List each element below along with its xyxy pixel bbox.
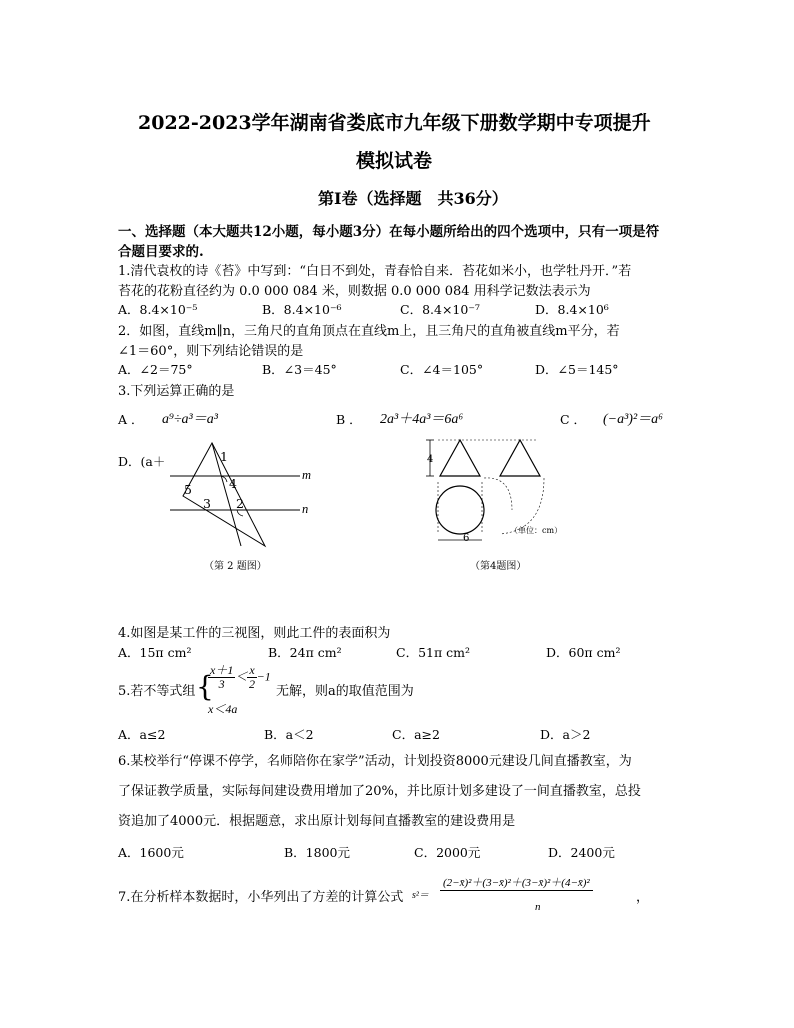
q4-option-d: D．60π cm²: [546, 645, 621, 660]
q4-stem: 4.如图是某工件的三视图，则此工件的表面积为: [118, 626, 391, 641]
figure-4: [420, 436, 590, 546]
fig4-caption: （第4题图）: [470, 561, 527, 572]
q7-stem: 7.在分析样本数据时，小华列出了方差的计算公式: [118, 890, 404, 905]
q3-option-c: (−a³)²＝a⁶: [603, 412, 664, 427]
fig2-label-2: 2: [236, 496, 244, 511]
fig4-height-label: 4: [427, 454, 434, 465]
q7-variance-symbol: s²＝: [412, 890, 429, 901]
fig2-label-3: 3: [203, 496, 211, 511]
fig2-label-1: 1: [220, 449, 228, 464]
fig2-label-n: n: [302, 502, 309, 516]
q3-option-b-label: B ．: [336, 412, 362, 427]
q2-option-d: D．∠5＝145°: [535, 362, 619, 377]
q5-brace: {: [196, 670, 214, 703]
q1-option-d: D．8.4×10⁶: [535, 302, 609, 317]
q3-option-a-label: A ．: [118, 412, 144, 427]
part-heading: 第Ⅰ卷（选择题 共36分）: [318, 189, 508, 208]
q4-option-c: C．51π cm²: [396, 645, 471, 660]
section-heading-line2: 合题目要求的.: [118, 244, 204, 260]
q6-option-d: D．2400元: [548, 845, 615, 860]
q6-option-a: A．1600元: [118, 845, 184, 860]
q1-option-a: A．8.4×10⁻⁵: [118, 302, 198, 317]
fig2-label-5: 5: [184, 482, 192, 497]
q1-stem: 1.清代袁枚的诗《苔》中写到：“白日不到处，青春恰自来．苔花如米小，也学牡丹开．”若: [118, 264, 632, 279]
exam-title: 2022-2023学年湖南省娄底市九年级下册数学期中专项提升: [138, 112, 651, 134]
q5-option-c: C．a≥2: [392, 727, 440, 742]
q2-stem-line2: ∠1＝60°，则下列结论错误的是: [118, 344, 304, 359]
q4-option-a: A．15π cm²: [118, 645, 192, 660]
q3-option-a: a⁹÷a³＝a³: [162, 412, 218, 427]
q4-option-b: B．24π cm²: [268, 645, 342, 660]
top-view-circle: [436, 486, 484, 534]
q6-option-b: B．1800元: [284, 845, 350, 860]
exam-title-line2: 模拟试卷: [356, 150, 433, 172]
q7-tail: ，: [636, 890, 650, 905]
q5-option-a: A．a≤2: [118, 727, 166, 742]
q3-option-c-label: C ．: [560, 412, 587, 427]
side-view-triangle: [500, 440, 540, 476]
q5-option-d: D．a＞2: [540, 727, 591, 742]
q1-stem-line2: 苔花的花粉直径约为 0.0 000 084 米，则数据 0.0 000 084 用科学记数法表示为: [118, 284, 591, 299]
fig2-caption: （第 2 题图）: [204, 561, 267, 572]
q3-stem: 3.下列运算正确的是: [118, 384, 235, 399]
q5-prefix: 5.若不等式组: [118, 684, 196, 699]
q3-option-d: D．(a＋: [118, 454, 166, 469]
fig2-label-4: 4: [229, 476, 237, 491]
fig4-unit: （单位：cm）: [510, 526, 563, 535]
q2-option-b: B．∠3＝45°: [262, 362, 337, 377]
q5-inequality-2: x＜4a: [208, 702, 238, 716]
q1-option-c: C．8.4×10⁻⁷: [400, 302, 480, 317]
q6-stem: 6.某校举行“停课不停学，名师陪你在家学”活动，计划投资8000元建设几间直播教室，为: [118, 754, 632, 769]
fig4-width-label: 6: [463, 533, 470, 544]
q6-stem-line3: 资追加了4000元．根据题意，求出原计划每间直播教室的建设费用是: [118, 814, 516, 829]
q3-option-b: 2a³＋4a³＝6a⁶: [380, 412, 464, 427]
q7-numerator: (2−x̄)²＋(3−x̄)²＋(3−x̄)²＋(4−x̄)²: [440, 874, 593, 891]
q7-denominator: n: [535, 901, 541, 913]
front-view-triangle: [440, 440, 480, 476]
fig2-label-m: m: [302, 468, 312, 482]
section-heading: 一、选择题（本大题共12小题，每小题3分）在每小题所给出的四个选项中，只有一项是符: [118, 224, 660, 240]
q2-option-c: C．∠4＝105°: [400, 362, 484, 377]
q5-suffix: 无解，则a的取值范围为: [276, 684, 414, 699]
q1-option-b: B．8.4×10⁻⁶: [262, 302, 342, 317]
q5-inequality-1: $\frac{x+1}{3}$ ＜ $\frac{x}{2}$ −1: [210, 663, 271, 691]
q5-option-b: B．a＜2: [264, 727, 314, 742]
q6-option-c: C．2000元: [414, 845, 481, 860]
q6-stem-line2: 了保证教学质量，实际每间建设费用增加了20%，并比原计划多建设了一间直播教室，总投: [118, 784, 641, 799]
q2-option-a: A．∠2＝75°: [118, 362, 193, 377]
q2-stem: 2．如图，直线m∥n，三角尺的直角顶点在直线m上，且三角尺的直角被直线m平分，若: [118, 324, 620, 339]
